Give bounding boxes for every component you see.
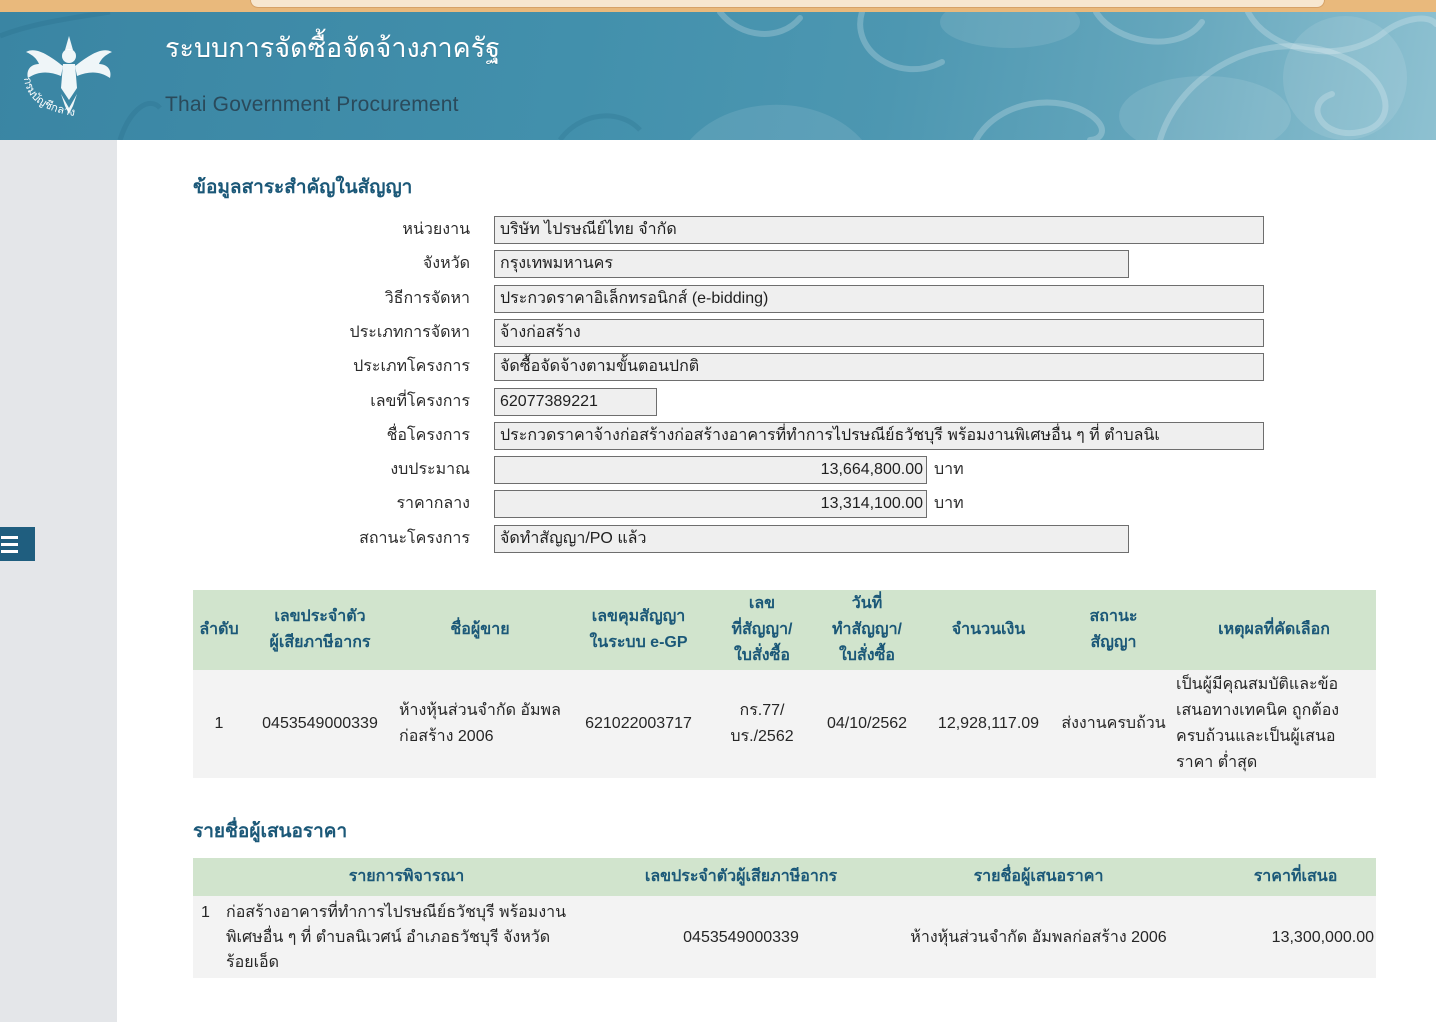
header-bidder: รายชื่อผู้เสนอราคา xyxy=(862,858,1215,896)
contract-table-head xyxy=(193,590,1376,670)
pattern-circle xyxy=(1283,16,1407,140)
cell-amount: 12,928,117.09 xyxy=(922,670,1055,778)
table-row xyxy=(193,896,1376,978)
header-contract-date: วันที่ ทำสัญญา/ ใบสั่งซื้อ xyxy=(812,590,922,670)
header-reason: เหตุผลที่คัดเลือก xyxy=(1172,590,1376,670)
field-row-procurement-type xyxy=(117,319,1436,347)
header-tax-id: เลขประจำตัว ผู้เสียภาษีอากร xyxy=(245,590,395,670)
procurement-type-label: ประเภทการจัดหา xyxy=(349,324,470,341)
table-header-row xyxy=(193,590,1376,670)
logo-text-path: กรมบัญชีกลาง xyxy=(20,76,77,119)
agency-field: บริษัท ไปรษณีย์ไทย จำกัด xyxy=(494,216,1264,244)
site-title: ระบบการจัดซื้อจัดจ้างภาครัฐ xyxy=(165,33,501,63)
project-type-label: ประเภทโครงการ xyxy=(353,358,470,375)
field-row-project-name xyxy=(117,422,1436,450)
item-description: ก่อสร้างอาคารที่ทำการไปรษณีย์ธวัชบุรี พร้อมงานพิเศษอื่น ๆ ที่ ตำบลนิเวศน์ อำเภอธวัชบุรี จังหวัดร้อยเอ็ด xyxy=(226,903,567,971)
site-header-banner xyxy=(0,12,1436,140)
pattern-swirl xyxy=(720,12,800,34)
cell-egp-contract-no: 621022003717 xyxy=(565,670,712,778)
hamburger-bar xyxy=(1,550,18,553)
pattern-swirl xyxy=(120,103,160,140)
field-row-procurement-method xyxy=(117,285,1436,313)
main-content xyxy=(117,140,1436,1022)
bidders-table-body xyxy=(193,896,1376,978)
field-row-project-no xyxy=(117,388,1436,416)
pattern-fills xyxy=(690,12,1407,140)
field-row-project-type xyxy=(117,353,1436,381)
top-notification-strip xyxy=(0,0,1436,12)
project-status-field: จัดทำสัญญา/PO แล้ว xyxy=(494,525,1129,553)
province-label: จังหวัด xyxy=(422,255,470,272)
cell-item xyxy=(193,896,620,978)
header-item: รายการพิจารณา xyxy=(193,858,620,896)
agency-label: หน่วยงาน xyxy=(402,221,470,238)
cell-vendor: ห้างหุ้นส่วนจำกัด อัมพลก่อสร้าง 2006 xyxy=(395,670,565,778)
cell-contract-no: กร.77/บร./2562 xyxy=(712,670,812,778)
cell-tax-id: 0453549000339 xyxy=(245,670,395,778)
table-row xyxy=(193,670,1376,778)
pattern-swirl xyxy=(860,12,942,69)
pattern-swirl xyxy=(560,116,640,140)
header-vendor: ชื่อผู้ขาย xyxy=(395,590,565,670)
top-notification-bar xyxy=(250,0,1325,8)
field-row-province xyxy=(117,250,1436,278)
hamburger-menu-icon xyxy=(0,527,35,561)
contract-table-body xyxy=(193,670,1376,778)
contract-table xyxy=(193,590,1376,778)
bidders-heading: รายชื่อผู้เสนอราคา xyxy=(193,821,348,842)
pattern-ellipse xyxy=(940,12,1080,48)
pattern-arch xyxy=(690,105,862,140)
garuda-emblem-icon xyxy=(18,28,118,126)
median-price-unit: บาท xyxy=(934,495,964,512)
header-tax-id: เลขประจำตัวผู้เสียภาษีอากร xyxy=(620,858,862,896)
pattern-swirl xyxy=(976,103,1102,141)
header-egp-contract-no: เลขคุมสัญญา ในระบบ e-GP xyxy=(565,590,712,670)
budget-label: งบประมาณ xyxy=(390,461,470,478)
header-no: ลำดับ xyxy=(193,590,245,670)
project-status-label: สถานะโครงการ xyxy=(359,530,470,547)
cell-status: ส่งงานครบถ้วน xyxy=(1055,670,1172,778)
menu-toggle-button[interactable] xyxy=(0,527,35,561)
project-name-label: ชื่อโครงการ xyxy=(386,427,470,444)
left-sidebar xyxy=(0,140,117,1022)
cell-tax-id: 0453549000339 xyxy=(620,896,862,978)
median-price-label: ราคากลาง xyxy=(396,495,470,512)
procurement-type-field: จ้างก่อสร้าง xyxy=(494,319,1264,347)
project-no-label: เลขที่โครงการ xyxy=(370,393,470,410)
bidders-table xyxy=(193,858,1376,978)
garuda-left-wing xyxy=(26,50,63,78)
cell-no: 1 xyxy=(193,670,245,778)
header-contract-no: เลข ที่สัญญา/ ใบสั่งซื้อ xyxy=(712,590,812,670)
pattern-ellipse xyxy=(1119,76,1291,140)
cell-price: 13,300,000.00 xyxy=(1215,896,1376,978)
header-amount: จำนวนเงิน xyxy=(922,590,1055,670)
comptroller-general-logo[interactable] xyxy=(18,28,118,126)
field-row-project-status xyxy=(117,525,1436,553)
field-row-median-price xyxy=(117,490,1436,518)
header-status: สถานะ สัญญา xyxy=(1055,590,1172,670)
contract-info-heading: ข้อมูลสาระสำคัญในสัญญา xyxy=(193,177,413,198)
field-row-budget xyxy=(117,456,1436,484)
table-header-row xyxy=(193,858,1376,896)
cell-bidder: ห้างหุ้นส่วนจำกัด อัมพลก่อสร้าง 2006 xyxy=(862,896,1215,978)
province-field: กรุงเทพมหานคร xyxy=(494,250,1129,278)
cell-contract-date: 04/10/2562 xyxy=(812,670,922,778)
median-price-field: 13,314,100.00 xyxy=(494,490,927,518)
header-price: ราคาที่เสนอ xyxy=(1215,858,1376,896)
procurement-method-label: วิธีการจัดหา xyxy=(384,290,470,307)
budget-field: 13,664,800.00 xyxy=(494,456,927,484)
garuda-body xyxy=(61,64,77,100)
item-wrap xyxy=(201,900,616,975)
garuda-crown xyxy=(65,36,73,50)
budget-unit: บาท xyxy=(934,461,964,478)
hamburger-bar xyxy=(1,543,18,546)
pattern-swirl xyxy=(1096,12,1202,42)
project-type-field: จัดซื้อจัดจ้างตามขั้นตอนปกติ xyxy=(494,353,1264,381)
site-subtitle: Thai Government Procurement xyxy=(165,93,459,116)
project-name-field: ประกวดราคาจ้างก่อสร้างก่อสร้างอาคารที่ทำการไปรษณีย์ธวัชบุรี พร้อมงานพิเศษอื่น ๆ ที่ ตำบลนิเ xyxy=(494,422,1264,450)
procurement-method-field: ประกวดราคาอิเล็กทรอนิกส์ (e-bidding) xyxy=(494,285,1264,313)
garuda-head xyxy=(62,49,76,63)
project-no-field: 62077389221 xyxy=(494,388,657,416)
hamburger-bar xyxy=(1,536,18,539)
field-row-agency xyxy=(117,216,1436,244)
garuda-right-wing xyxy=(75,50,112,78)
bidders-table-head xyxy=(193,858,1376,896)
item-number: 1 xyxy=(201,903,210,921)
cell-reason: เป็นผู้มีคุณสมบัติและข้อเสนอทางเทคนิค ถูกต้อง ครบถ้วนและเป็นผู้เสนอราคา ต่ำสุด xyxy=(1172,670,1376,778)
